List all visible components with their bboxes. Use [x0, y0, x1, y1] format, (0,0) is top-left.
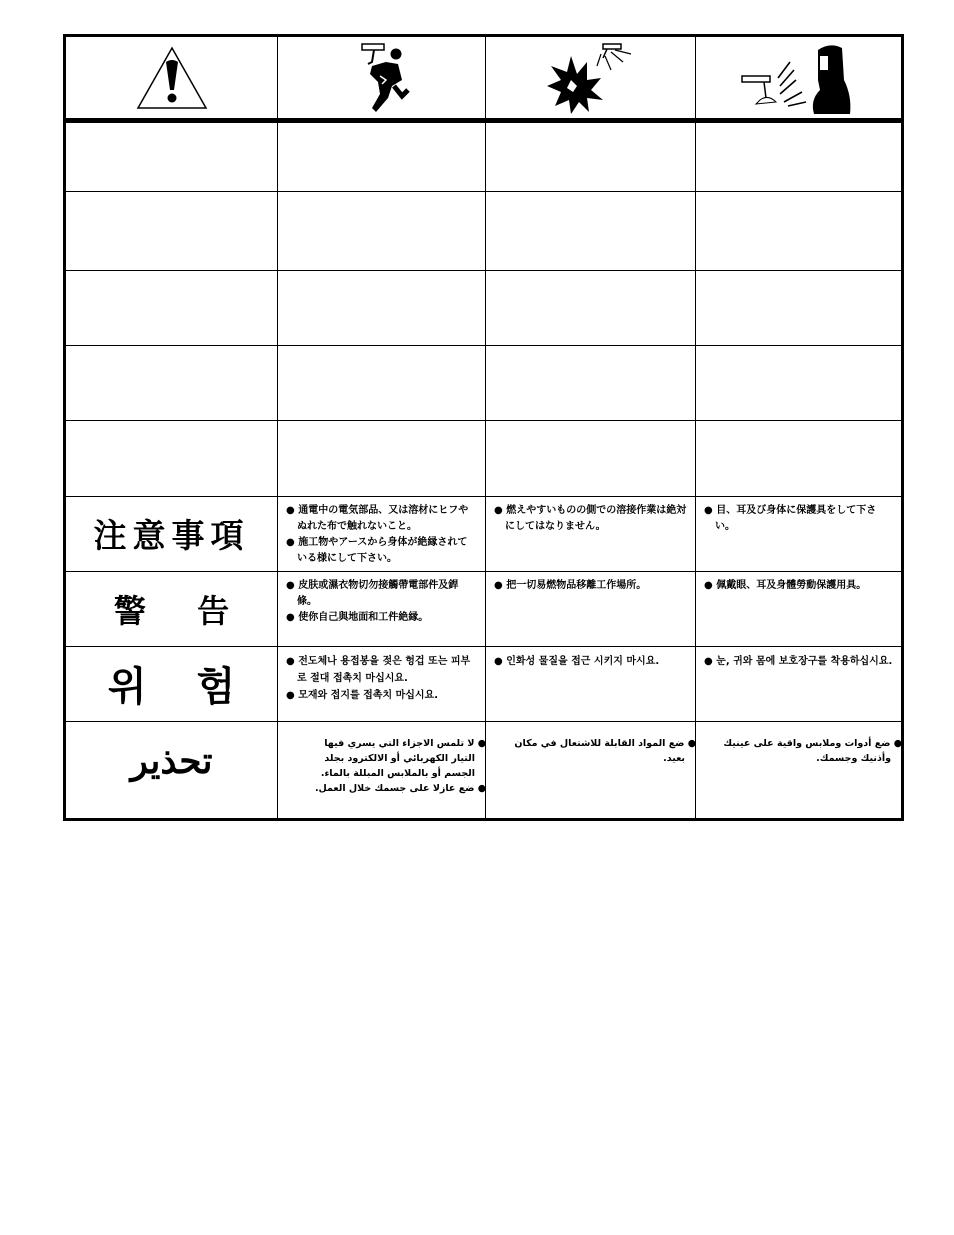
- chinese-fire-text: ● 把一切易燃物品移離工作場所。: [494, 579, 647, 591]
- korean-protection-text: ● 눈, 귀와 몸에 보호장구를 착용하십시요.: [704, 655, 893, 667]
- korean-warning-row: [66, 646, 902, 721]
- blank-row: [66, 192, 902, 271]
- arabic-protection-text: ● ضع أدوات وملابس واقية على عينيك وأذنيك وجسمك.: [723, 737, 902, 764]
- warning-table-sheet: [63, 34, 904, 821]
- japanese-warning-row: [66, 496, 902, 571]
- korean-heading: 위 험: [107, 664, 254, 711]
- blank-row: [66, 346, 902, 421]
- arc-rays-helmet-icon: [734, 40, 864, 116]
- korean-shock-text: ● 전도체나 용접봉을 젖은 헝겁 또는 피부로 절대 접촉치 마십시요. ● 모재와 접지를 접촉치 마십시요.: [286, 655, 471, 701]
- blank-row: [66, 121, 902, 192]
- electric-shock-icon: [342, 40, 422, 116]
- chinese-protection-text: ● 佩戴眼、耳及身體勞動保護用具。: [704, 579, 867, 591]
- explosion-fire-icon: [541, 40, 641, 116]
- arabic-warning-row: [66, 721, 902, 818]
- chinese-shock-text: ● 皮肤或濕衣物切勿接觸帶電部件及銲條。 ● 使你自己與地面和工件絶縁。: [286, 579, 459, 623]
- warning-triangle-icon: [132, 42, 212, 114]
- chinese-warning-row: [66, 571, 902, 646]
- blank-row: [66, 271, 902, 346]
- warning-table: [65, 36, 902, 819]
- icon-row: [66, 37, 902, 121]
- arabic-heading: تحذير: [130, 739, 213, 782]
- chinese-heading: 警 告: [113, 591, 250, 630]
- blank-row: [66, 421, 902, 496]
- japanese-protection-text: ● 目、耳及び身体に保護具をして下さい。: [704, 504, 877, 532]
- japanese-heading: 注意事項: [93, 516, 250, 556]
- japanese-fire-text: ● 燃えやすいものの側での溶接作業は絶対にしてはなりません。: [494, 504, 687, 532]
- arabic-shock-text: ● لا تلمس الاجزاء التي يسري فيها التيار الكهربائي أو الالكترود بجلد الجسم أو بالملابس المبللة بالماء. ● ضع عازلا على جسمك خلال العمل.: [314, 737, 486, 794]
- korean-fire-text: ● 인화성 물질을 접근 시키지 마시요.: [494, 655, 660, 667]
- arabic-fire-text: ● ضع المواد القابلة للاشتعال في مكان بعيد.: [514, 737, 696, 764]
- japanese-shock-text: ● 通電中の電気部品、又は溶材にヒフやぬれた布で触れないこと。 ● 施工物やアースから身体が絶縁されている様にして下さい。: [286, 504, 469, 564]
